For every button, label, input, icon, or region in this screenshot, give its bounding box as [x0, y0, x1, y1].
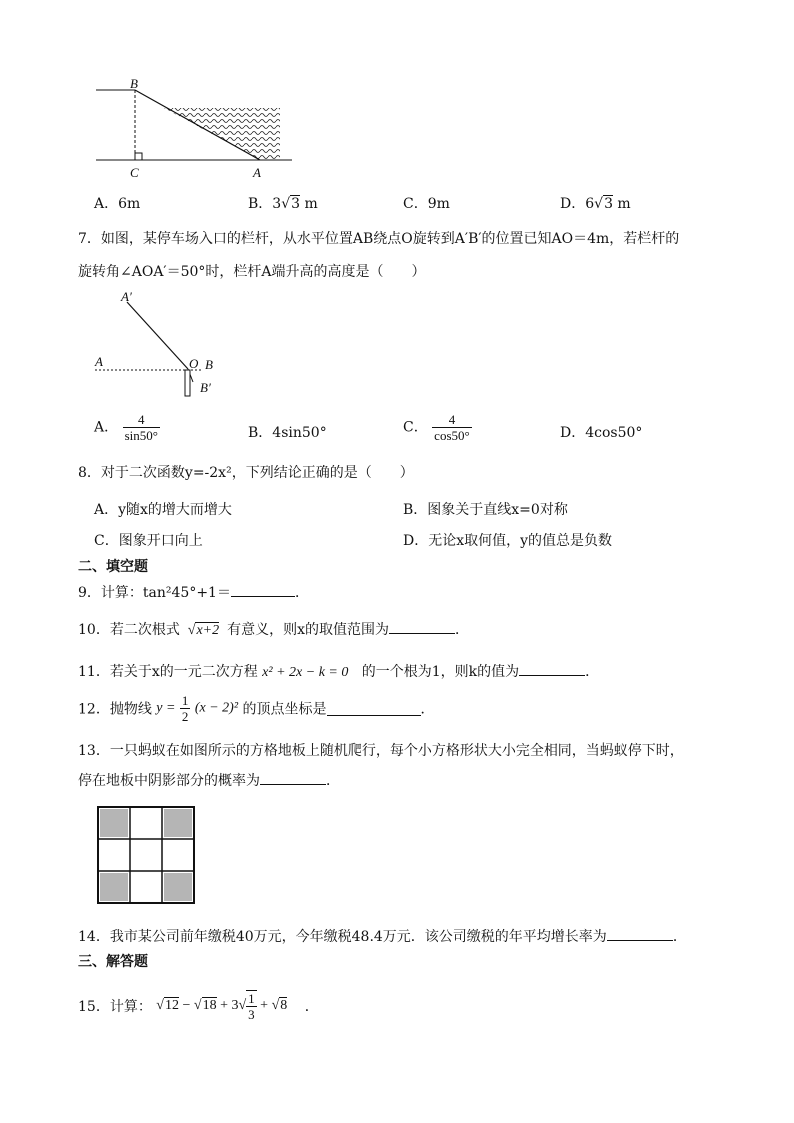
frac-den: 3: [248, 1007, 255, 1022]
answer-blank[interactable]: [231, 582, 295, 597]
frac-num: 1: [248, 991, 255, 1006]
q8-option-c: C．图象开口向上: [94, 533, 203, 549]
q13-line2-text: 停在地板中阴影部分的概率为: [78, 773, 260, 789]
option-b-unit: m: [300, 196, 318, 212]
q10-radicand: x+2: [196, 623, 220, 638]
shaded-cell: [100, 873, 128, 901]
section-fill-in-heading: 二、填空题: [78, 559, 148, 575]
option-a-label: A．: [94, 419, 119, 436]
grid-cells: [100, 809, 192, 901]
blank-cell: [100, 841, 128, 869]
q12-end: ．: [420, 701, 435, 718]
q9: [78, 582, 309, 602]
q9-text: 9．计算：tan²45°+1＝: [78, 585, 231, 601]
label-B: B: [205, 357, 213, 372]
q8-option-a: A．y随x的增大而增大: [94, 502, 232, 518]
blank-cell: [132, 809, 160, 837]
q6-option-d: D．6√3 m: [560, 196, 631, 212]
option-b-radicand: 3: [291, 196, 301, 212]
label-A: A: [95, 354, 103, 369]
q7-figure: [90, 286, 230, 398]
frac-num: 1: [181, 693, 189, 708]
q11-equation: x² + 2x − k = 0: [262, 665, 349, 680]
q6-figure: [92, 76, 302, 180]
q12-post: 的顶点坐标是: [242, 701, 327, 718]
blank-cell: [164, 841, 192, 869]
answer-blank[interactable]: [260, 770, 326, 785]
label-B-prime: B′: [200, 380, 211, 395]
q6-option-b: B．3√3 m: [248, 196, 318, 212]
blank-cell: [132, 841, 160, 869]
q11-pre: 11．若关于x的一元二次方程: [78, 664, 258, 680]
option-a-fraction: [123, 412, 160, 443]
q8-stem: 8．对于二次函数y=-2x²，下列结论正确的是（ ）: [78, 465, 414, 481]
term-3: 8: [280, 998, 288, 1014]
label-O: O: [189, 356, 199, 371]
q7-option-b: B．4sin50°: [248, 425, 327, 441]
right-angle-mark: [135, 153, 142, 160]
frac-den: cos50°: [434, 428, 470, 443]
frac-den: sin50°: [124, 428, 158, 443]
answer-blank[interactable]: [519, 661, 585, 676]
option-c-label: C．: [403, 419, 428, 436]
op-plus: +: [256, 998, 272, 1014]
option-b-coef: B．3: [248, 196, 282, 212]
q8-option-b: B．图象关于直线x=0对称: [403, 502, 568, 518]
q10-end: ．: [455, 622, 469, 638]
term-fraction: [246, 990, 257, 1022]
frac-den: 2: [181, 709, 189, 724]
q6-option-a: A．6m: [94, 196, 141, 212]
q12-fraction: [180, 693, 191, 724]
rotated-bar: [127, 302, 188, 369]
q13-stem-line2: [78, 770, 340, 790]
q7-stem-line1: 7．如图，某停车场入口的栏杆，从水平位置AB绕点O旋转到A′B′的位置已知AO＝4m，若栏杆的: [78, 231, 680, 247]
q6-option-c: C．9m: [403, 196, 450, 212]
shaded-cell: [100, 809, 128, 837]
term-2: 18: [202, 998, 217, 1014]
label-A: A: [253, 165, 261, 180]
option-d-coef: D．6: [560, 196, 595, 212]
q15-end: ．: [304, 999, 319, 1015]
q8-option-d: D．无论x取何值，y的值总是负数: [403, 533, 613, 549]
option-c-fraction: [432, 412, 472, 443]
q7-option-d: D．4cos50°: [560, 425, 643, 441]
q13-end: ．: [326, 773, 340, 789]
q14-text: 14．我市某公司前年缴税40万元，今年缴税48.4万元．该公司缴税的年平均增长率为: [78, 929, 607, 945]
option-d-radicand: 3: [604, 196, 613, 212]
frac-num: 4: [123, 412, 160, 428]
q13-grid-figure: [97, 806, 195, 904]
answer-blank[interactable]: [607, 926, 673, 941]
q10-post: 有意义，则x的取值范围为: [227, 622, 389, 638]
q14-end: ．: [672, 929, 687, 945]
q10-pre: 10．若二次根式: [78, 622, 180, 638]
q12-pre: 12．抛物线: [78, 701, 152, 718]
q7-option-a: [94, 412, 160, 443]
q12: [78, 693, 435, 724]
frac-num: 4: [432, 412, 472, 428]
q15-pre: 15．计算：: [78, 999, 152, 1015]
option-d-unit: m: [612, 196, 631, 212]
label-B: B: [130, 76, 138, 91]
shaded-cell: [164, 809, 192, 837]
q11: [78, 661, 599, 681]
q14: [78, 926, 687, 946]
q11-end: ．: [585, 664, 600, 680]
q11-post: 的一个根为1，则k的值为: [361, 664, 520, 680]
op-minus: −: [178, 998, 194, 1014]
shaded-cell: [164, 873, 192, 901]
water-hatching: [164, 106, 282, 162]
label-A-prime: A′: [121, 289, 132, 304]
post: [185, 370, 190, 396]
q12-y: y =: [156, 700, 176, 716]
term-1: 12: [164, 998, 179, 1014]
q13-stem-line1: 13．一只蚂蚁在如图所示的方格地板上随机爬行，每个小方格形状大小完全相同，当蚂蚁停下时，: [78, 743, 684, 759]
answer-blank[interactable]: [389, 619, 455, 634]
answer-blank[interactable]: [327, 701, 421, 716]
q10: [78, 619, 469, 639]
q7-stem-line2: 旋转角∠AOA′＝50°时，栏杆A端升高的高度是（ ）: [78, 264, 426, 280]
q15: [78, 990, 319, 1022]
section-solve-heading: 三、解答题: [78, 954, 148, 970]
blank-cell: [132, 873, 160, 901]
q15-expression: √12 − √18 + 3√ $\frac{1}{3}$ + √8: [156, 991, 288, 1022]
q7-option-c: [403, 412, 472, 443]
q9-end: ．: [294, 585, 309, 601]
q12-expression: (x − 2)²: [194, 700, 239, 716]
label-C: C: [130, 165, 139, 180]
q10-radical: √x+2: [187, 623, 220, 638]
op-plus-coef: + 3: [216, 998, 239, 1014]
